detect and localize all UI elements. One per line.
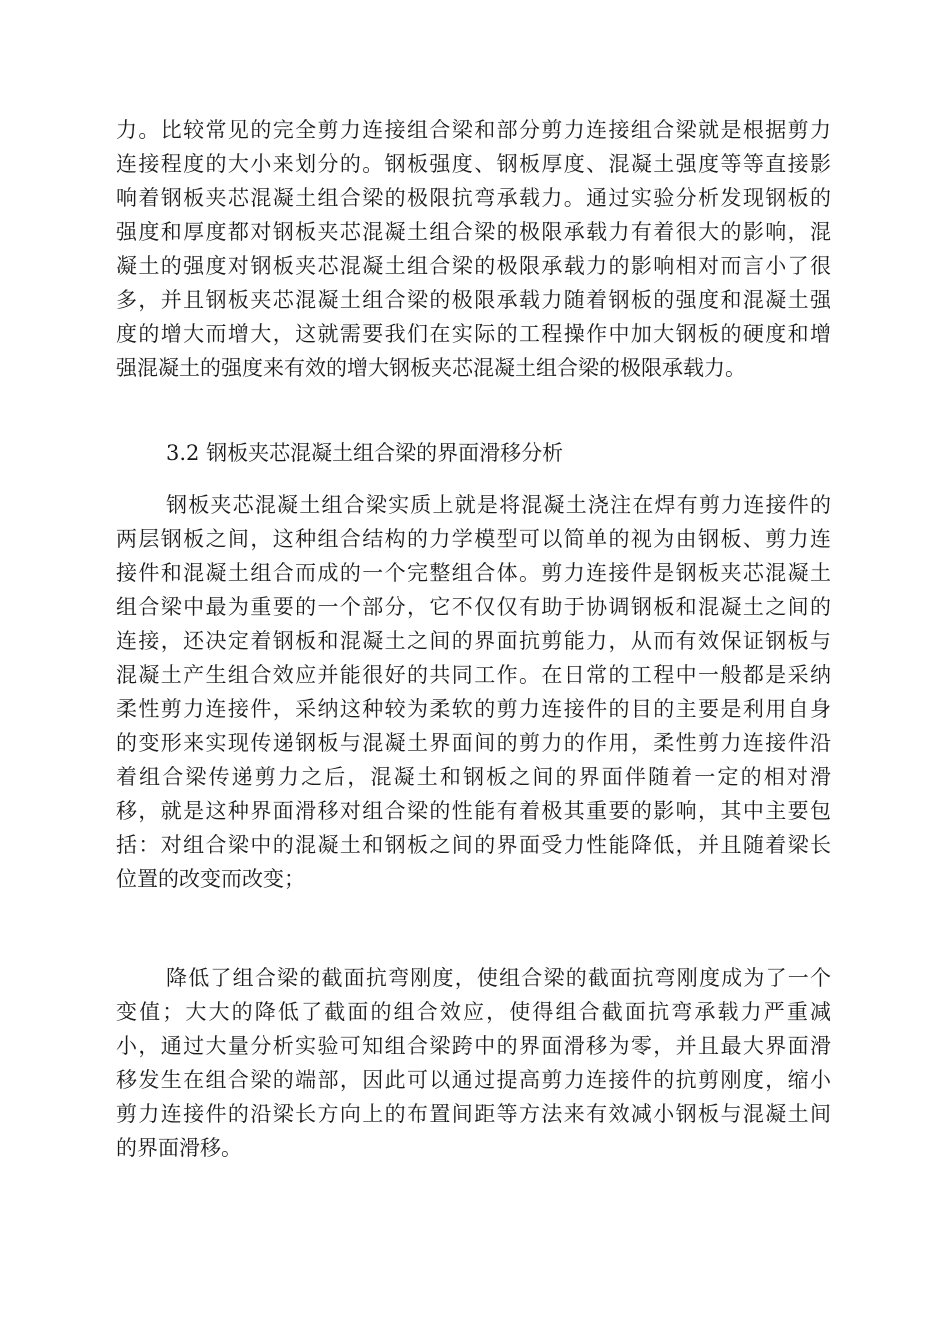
paragraph-line: 的变形来实现传递钢板与混凝土界面间的剪力的作用，柔性剪力连接件沿 xyxy=(116,731,831,755)
paragraph-line: 位置的改变而改变； xyxy=(116,867,305,891)
paragraph-line: 括：对组合梁中的混凝土和钢板之间的界面受力性能降低，并且随着梁长 xyxy=(116,833,831,857)
paragraph-line: 两层钢板之间，这种组合结构的力学模型可以简单的视为由钢板、剪力连 xyxy=(116,527,831,551)
paragraph-line: 着组合梁传递剪力之后，混凝土和钢板之间的界面伴随着一定的相对滑 xyxy=(116,765,831,789)
paragraph-line: 连接，还决定着钢板和混凝土之间的界面抗剪能力，从而有效保证钢板与 xyxy=(116,629,831,653)
paragraph-line: 移发生在组合梁的端部，因此可以通过提高剪力连接件的抗剪刚度，缩小 xyxy=(116,1068,831,1092)
paragraph-line: 的界面滑移。 xyxy=(116,1136,242,1160)
paragraph-line: 剪力连接件的沿梁长方向上的布置间距等方法来有效减小钢板与混凝土间 xyxy=(116,1102,831,1126)
paragraph-line: 降低了组合梁的截面抗弯刚度，使组合梁的截面抗弯刚度成为了一个 xyxy=(166,966,831,990)
paragraph-line: 强度和厚度都对钢板夹芯混凝土组合梁的极限承载力有着很大的影响，混 xyxy=(116,220,831,244)
paragraph-line: 柔性剪力连接件，采纳这种较为柔软的剪力连接件的目的主要是利用自身 xyxy=(116,697,831,721)
paragraph-line: 混凝土产生组合效应并能很好的共同工作。在日常的工程中一般都是采纳 xyxy=(116,663,831,687)
paragraph-line: 钢板夹芯混凝土组合梁实质上就是将混凝土浇注在焊有剪力连接件的 xyxy=(166,493,831,517)
paragraph-line: 移，就是这种界面滑移对组合梁的性能有着极其重要的影响，其中主要包 xyxy=(116,799,831,823)
paragraph-line: 组合梁中最为重要的一个部分，它不仅仅有助于协调钢板和混凝土之间的 xyxy=(116,595,831,619)
paragraph-line: 度的增大而增大，这就需要我们在实际的工程操作中加大钢板的硬度和增 xyxy=(116,322,831,346)
paragraph-line: 强混凝土的强度来有效的增大钢板夹芯混凝土组合梁的极限承载力。 xyxy=(116,356,746,380)
paragraph-line: 多，并且钢板夹芯混凝土组合梁的极限承载力随着钢板的强度和混凝土强 xyxy=(116,288,831,312)
paragraph-line: 小，通过大量分析实验可知组合梁跨中的界面滑移为零，并且最大界面滑 xyxy=(116,1034,831,1058)
paragraph-line: 响着钢板夹芯混凝土组合梁的极限抗弯承载力。通过实验分析发现钢板的 xyxy=(116,186,831,210)
section-heading: 3.2 钢板夹芯混凝土组合梁的界面滑移分析 xyxy=(166,441,564,465)
paragraph-line: 连接程度的大小来划分的。钢板强度、钢板厚度、混凝土强度等等直接影 xyxy=(116,152,831,176)
paragraph-line: 凝土的强度对钢板夹芯混凝土组合梁的极限承载力的影响相对而言小了很 xyxy=(116,254,831,278)
paragraph-line: 力。比较常见的完全剪力连接组合梁和部分剪力连接组合梁就是根据剪力 xyxy=(116,118,831,142)
paragraph-line: 接件和混凝土组合而成的一个完整组合体。剪力连接件是钢板夹芯混凝土 xyxy=(116,561,831,585)
paragraph-line: 变值；大大的降低了截面的组合效应，使得组合截面抗弯承载力严重减 xyxy=(116,1000,831,1024)
